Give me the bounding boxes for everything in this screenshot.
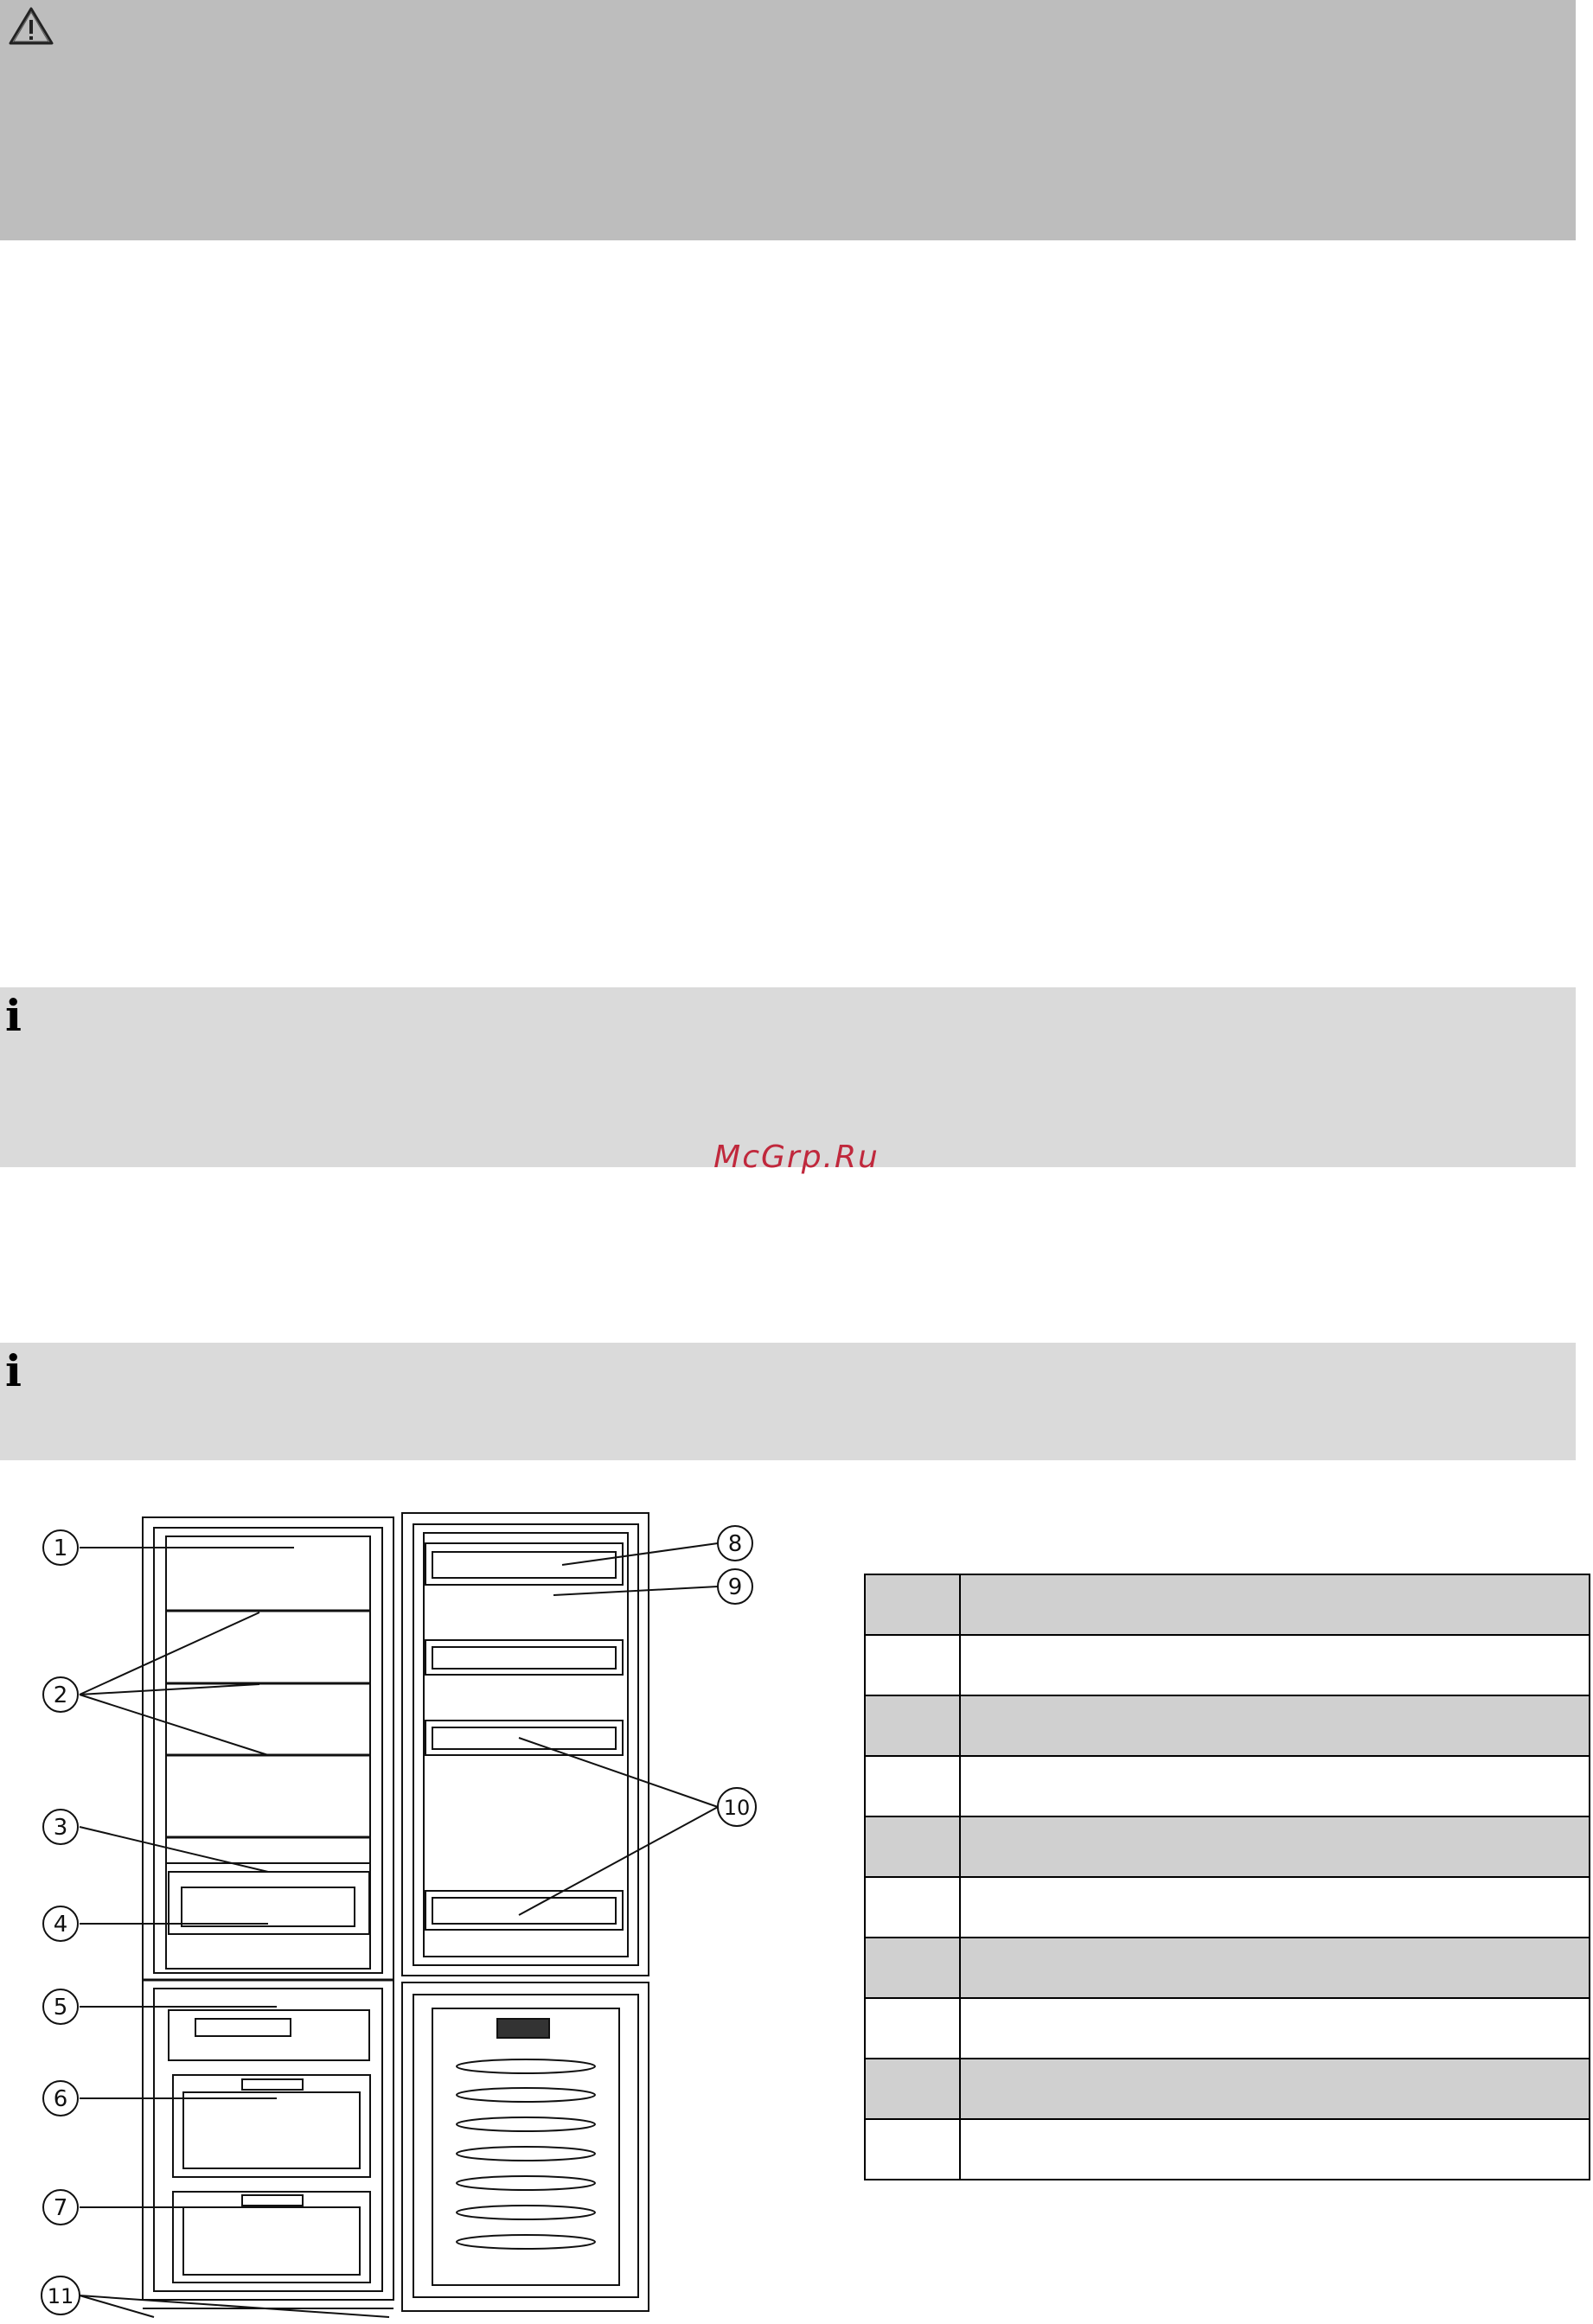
- table-cell-description: [960, 1574, 1590, 1635]
- table-cell-number: [865, 1938, 960, 1998]
- parts-table: [864, 1574, 1590, 2180]
- table-row: [865, 1635, 1590, 1695]
- fridge-diagram: [26, 1509, 787, 2321]
- table-cell-number: [865, 1877, 960, 1938]
- callout-6: 6: [53, 2086, 68, 2112]
- table-cell-number: [865, 1695, 960, 1756]
- table-cell-description: [960, 1877, 1590, 1938]
- callout-1: 1: [53, 1536, 68, 1561]
- table-row: [865, 1574, 1590, 1635]
- info-panel-2: [0, 1343, 1576, 1460]
- table-cell-description: [960, 1635, 1590, 1695]
- warning-triangle-icon: [7, 5, 55, 48]
- warning-panel: [0, 0, 1576, 240]
- table-cell-description: [960, 1756, 1590, 1816]
- table-row: [865, 1816, 1590, 1877]
- table-cell-description: [960, 1695, 1590, 1756]
- table-cell-description: [960, 1816, 1590, 1877]
- table-row: [865, 1877, 1590, 1938]
- callout-7: 7: [53, 2195, 68, 2221]
- table-row: [865, 2119, 1590, 2180]
- table-cell-number: [865, 1816, 960, 1877]
- callout-4: 4: [53, 1912, 68, 1938]
- table-cell-number: [865, 1574, 960, 1635]
- callout-3: 3: [53, 1815, 68, 1841]
- table-row: [865, 1938, 1590, 1998]
- callout-5: 5: [53, 1995, 68, 2021]
- table-cell-number: [865, 1998, 960, 2059]
- callout-10: 10: [723, 1796, 751, 1820]
- callout-2: 2: [53, 1682, 68, 1708]
- table-row: [865, 1756, 1590, 1816]
- cabinet-body: [143, 1517, 393, 2308]
- watermark: McGrp.Ru: [713, 1140, 880, 1175]
- table-cell-description: [960, 2059, 1590, 2119]
- table-row: [865, 2059, 1590, 2119]
- table-row: [865, 1998, 1590, 2059]
- table-cell-description: [960, 1998, 1590, 2059]
- callout-8: 8: [727, 1531, 743, 1557]
- info-icon: i: [5, 990, 22, 1041]
- table-row: [865, 1695, 1590, 1756]
- table-cell-number: [865, 1635, 960, 1695]
- table-cell-description: [960, 2119, 1590, 2180]
- table-cell-number: [865, 1756, 960, 1816]
- callout-9: 9: [727, 1574, 743, 1600]
- info-icon: i: [5, 1345, 22, 1396]
- callout-11: 11: [47, 2284, 74, 2308]
- table-cell-number: [865, 2059, 960, 2119]
- table-cell-number: [865, 2119, 960, 2180]
- table-cell-description: [960, 1938, 1590, 1998]
